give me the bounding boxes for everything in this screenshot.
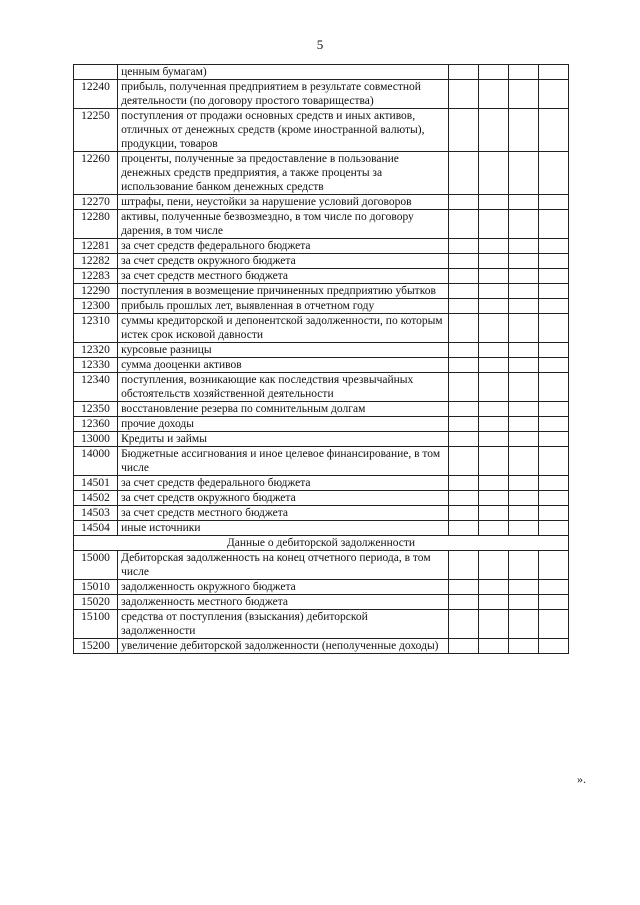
value-cell [448,521,478,536]
value-cell [478,402,508,417]
value-cell [538,109,568,152]
value-cell [538,195,568,210]
value-cell [478,239,508,254]
row-code: 13000 [74,432,118,447]
value-cell [478,521,508,536]
value-cell [448,580,478,595]
value-cell [448,239,478,254]
table-row [74,314,569,343]
table-row [74,639,569,654]
value-cell [508,284,538,299]
row-description: восстановление резерва по сомнительным долгам [118,402,449,417]
value-cell [508,80,538,109]
row-code: 12340 [74,373,118,402]
value-cell [448,65,478,80]
value-cell [478,417,508,432]
value-cell [508,343,538,358]
value-cell [448,551,478,580]
table-row [74,402,569,417]
value-cell [478,551,508,580]
row-description: поступления от продажи основных средств и иных активов, отличных от денежных средств (кроме иностранной валюты), продукции, товаров [118,109,449,152]
value-cell [508,210,538,239]
value-cell [448,476,478,491]
value-cell [538,491,568,506]
row-code: 12290 [74,284,118,299]
value-cell [478,610,508,639]
table-row [74,80,569,109]
value-cell [508,491,538,506]
value-cell [508,580,538,595]
value-cell [508,109,538,152]
value-cell [538,152,568,195]
table-row [74,269,569,284]
value-cell [478,80,508,109]
row-description: активы, полученные безвозмездно, в том числе по договору дарения, в том числе [118,210,449,239]
row-code: 12360 [74,417,118,432]
row-code: 12283 [74,269,118,284]
row-description: Кредиты и займы [118,432,449,447]
table-row [74,373,569,402]
row-code: 12280 [74,210,118,239]
value-cell [448,284,478,299]
row-code: 12310 [74,314,118,343]
row-code: 15000 [74,551,118,580]
value-cell [478,447,508,476]
value-cell [508,402,538,417]
value-cell [508,476,538,491]
value-cell [538,358,568,373]
row-description: курсовые разницы [118,343,449,358]
row-description: задолженность местного бюджета [118,595,449,610]
value-cell [478,476,508,491]
value-cell [448,432,478,447]
ledger-table [73,64,569,654]
closing-quote-mark: ». [577,772,586,786]
value-cell [448,358,478,373]
value-cell [478,269,508,284]
value-cell [508,595,538,610]
value-cell [508,417,538,432]
value-cell [508,65,538,80]
row-code: 15020 [74,595,118,610]
row-description: за счет средств окружного бюджета [118,254,449,269]
value-cell [478,65,508,80]
value-cell [478,109,508,152]
row-description: за счет средств местного бюджета [118,506,449,521]
value-cell [478,299,508,314]
value-cell [538,506,568,521]
table-row [74,476,569,491]
row-code: 12250 [74,109,118,152]
table-row [74,358,569,373]
value-cell [538,551,568,580]
value-cell [448,152,478,195]
row-description: сумма дооценки активов [118,358,449,373]
row-description: прибыль, полученная предприятием в результате совместной деятельности (по договору простого товарищества) [118,80,449,109]
table-row [74,432,569,447]
table-row [74,491,569,506]
value-cell [508,610,538,639]
value-cell [538,432,568,447]
row-code: 12260 [74,152,118,195]
value-cell [538,314,568,343]
row-description: прибыль прошлых лет, выявленная в отчетном году [118,299,449,314]
value-cell [508,314,538,343]
value-cell [538,373,568,402]
value-cell [508,639,538,654]
table-row [74,152,569,195]
row-code: 14503 [74,506,118,521]
value-cell [508,432,538,447]
value-cell [478,195,508,210]
value-cell [448,299,478,314]
value-cell [478,432,508,447]
row-code: 12281 [74,239,118,254]
value-cell [538,580,568,595]
row-description: иные источники [118,521,449,536]
value-cell [478,343,508,358]
row-code: 12282 [74,254,118,269]
value-cell [478,358,508,373]
value-cell [508,506,538,521]
value-cell [478,373,508,402]
value-cell [448,210,478,239]
table-row [74,284,569,299]
value-cell [508,358,538,373]
value-cell [478,284,508,299]
table-row [74,254,569,269]
value-cell [538,476,568,491]
value-cell [538,610,568,639]
value-cell [448,402,478,417]
value-cell [448,506,478,521]
value-cell [508,299,538,314]
row-description: задолженность окружного бюджета [118,580,449,595]
value-cell [478,314,508,343]
value-cell [508,254,538,269]
row-description: штрафы, пени, неустойки за нарушение условий договоров [118,195,449,210]
row-code: 15100 [74,610,118,639]
table-row [74,343,569,358]
table-row [74,65,569,80]
value-cell [538,80,568,109]
row-code: 14000 [74,447,118,476]
table-row [74,417,569,432]
value-cell [478,639,508,654]
value-cell [538,65,568,80]
value-cell [508,551,538,580]
value-cell [538,239,568,254]
table-row [74,521,569,536]
value-cell [538,402,568,417]
value-cell [448,269,478,284]
table-row [74,239,569,254]
row-code: 12320 [74,343,118,358]
value-cell [508,239,538,254]
value-cell [478,580,508,595]
value-cell [508,373,538,402]
row-code: 14501 [74,476,118,491]
value-cell [448,595,478,610]
row-description: за счет средств окружного бюджета [118,491,449,506]
ledger-body [74,65,569,654]
table-row [74,506,569,521]
row-code [74,65,118,80]
value-cell [448,447,478,476]
row-description: средства от поступления (взыскания) дебиторской задолженности [118,610,449,639]
value-cell [448,314,478,343]
value-cell [538,284,568,299]
value-cell [538,417,568,432]
value-cell [538,595,568,610]
row-description: прочие доходы [118,417,449,432]
value-cell [508,152,538,195]
value-cell [448,343,478,358]
table-row [74,299,569,314]
value-cell [448,109,478,152]
value-cell [538,521,568,536]
value-cell [448,610,478,639]
row-code: 14504 [74,521,118,536]
row-description: Бюджетные ассигнования и иное целевое финансирование, в том числе [118,447,449,476]
row-code: 15200 [74,639,118,654]
row-description: поступления, возникающие как последствия чрезвычайных обстоятельств хозяйственной деятельности [118,373,449,402]
value-cell [448,491,478,506]
value-cell [478,152,508,195]
value-cell [448,417,478,432]
value-cell [448,80,478,109]
row-code: 12350 [74,402,118,417]
row-code: 12300 [74,299,118,314]
value-cell [478,210,508,239]
value-cell [448,195,478,210]
table-row [74,195,569,210]
row-description: увеличение дебиторской задолженности (неполученные доходы) [118,639,449,654]
row-description: ценным бумагам) [118,65,449,80]
table-row [74,551,569,580]
row-description: за счет средств местного бюджета [118,269,449,284]
table-row [74,595,569,610]
page-number: 5 [316,37,324,52]
value-cell [538,269,568,284]
table-row [74,610,569,639]
value-cell [508,195,538,210]
row-code: 12330 [74,358,118,373]
value-cell [478,491,508,506]
table-row [74,210,569,239]
value-cell [508,521,538,536]
value-cell [538,299,568,314]
value-cell [448,254,478,269]
value-cell [448,639,478,654]
value-cell [478,506,508,521]
value-cell [478,254,508,269]
row-code: 15010 [74,580,118,595]
value-cell [508,269,538,284]
row-description: Дебиторская задолженность на конец отчетного периода, в том числе [118,551,449,580]
row-description: поступления в возмещение причиненных предприятию убытков [118,284,449,299]
table-row [74,109,569,152]
row-code: 12270 [74,195,118,210]
value-cell [448,373,478,402]
row-description: суммы кредиторской и депонентской задолженности, по которым истек срок исковой давности [118,314,449,343]
value-cell [538,343,568,358]
row-description: проценты, полученные за предоставление в пользование денежных средств предприятия, а также проценты за использование банком денежных средств [118,152,449,195]
row-code: 12240 [74,80,118,109]
value-cell [538,254,568,269]
value-cell [478,595,508,610]
value-cell [538,210,568,239]
section-header-row [74,536,569,551]
table-row [74,580,569,595]
table-row [74,447,569,476]
value-cell [538,639,568,654]
value-cell [508,447,538,476]
row-description: за счет средств федерального бюджета [118,239,449,254]
row-description: за счет средств федерального бюджета [118,476,449,491]
row-code: 14502 [74,491,118,506]
value-cell [538,447,568,476]
section-title: Данные о дебиторской задолженности [74,536,569,551]
